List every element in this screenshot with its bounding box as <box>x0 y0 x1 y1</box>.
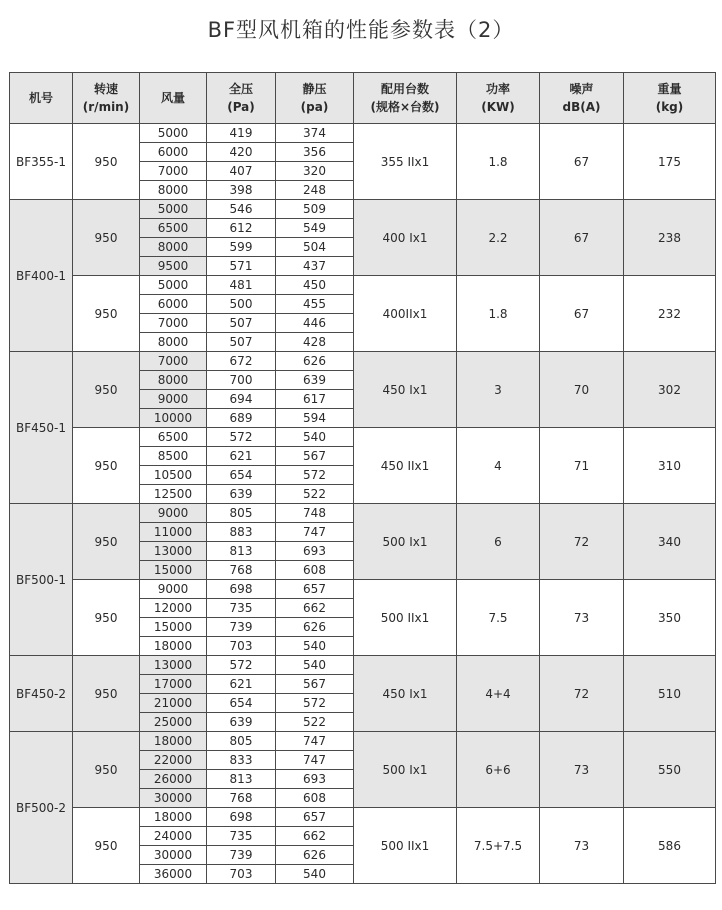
header-label: 转速 <box>93 82 118 96</box>
static-pressure-cell: 747 <box>276 523 354 542</box>
airflow-cell: 15000 <box>140 618 207 637</box>
airflow-cell: 10500 <box>140 466 207 485</box>
static-pressure-cell: 446 <box>276 314 354 333</box>
total-pressure-cell: 419 <box>207 124 276 143</box>
model-cell: BF400-1 <box>10 200 73 352</box>
static-pressure-cell: 657 <box>276 808 354 827</box>
airflow-cell: 18000 <box>140 637 207 656</box>
static-pressure-cell: 522 <box>276 485 354 504</box>
airflow-cell: 25000 <box>140 713 207 732</box>
total-pressure-cell: 672 <box>207 352 276 371</box>
weight-cell: 510 <box>624 656 716 732</box>
config-cell: 400 Ix1 <box>354 200 457 276</box>
airflow-cell: 15000 <box>140 561 207 580</box>
static-pressure-cell: 522 <box>276 713 354 732</box>
noise-cell: 67 <box>540 200 624 276</box>
total-pressure-cell: 694 <box>207 390 276 409</box>
total-pressure-cell: 735 <box>207 827 276 846</box>
static-pressure-cell: 748 <box>276 504 354 523</box>
total-pressure-cell: 621 <box>207 675 276 694</box>
static-pressure-cell: 504 <box>276 238 354 257</box>
noise-cell: 73 <box>540 732 624 808</box>
airflow-cell: 12000 <box>140 599 207 618</box>
total-pressure-cell: 481 <box>207 276 276 295</box>
table-row <box>10 352 716 371</box>
header-label: 配用台数 <box>380 82 429 96</box>
total-pressure-cell: 500 <box>207 295 276 314</box>
header-unit: (pa) <box>300 100 329 114</box>
airflow-cell: 11000 <box>140 523 207 542</box>
header-label: 风量 <box>160 91 185 105</box>
airflow-cell: 8000 <box>140 181 207 200</box>
total-pressure-cell: 654 <box>207 694 276 713</box>
total-pressure-cell: 768 <box>207 561 276 580</box>
static-pressure-cell: 540 <box>276 428 354 447</box>
total-pressure-cell: 735 <box>207 599 276 618</box>
airflow-cell: 6000 <box>140 143 207 162</box>
header-row <box>10 73 716 124</box>
header-label: 全压 <box>228 82 253 96</box>
total-pressure-cell: 621 <box>207 447 276 466</box>
static-pressure-cell: 626 <box>276 352 354 371</box>
speed-cell: 950 <box>73 428 140 504</box>
table-row <box>10 428 716 447</box>
total-pressure-cell: 833 <box>207 751 276 770</box>
header-label: 噪声 <box>569 82 594 96</box>
power-cell: 3 <box>457 352 540 428</box>
static-pressure-cell: 540 <box>276 656 354 675</box>
power-cell: 6+6 <box>457 732 540 808</box>
static-pressure-cell: 540 <box>276 637 354 656</box>
airflow-cell: 7000 <box>140 314 207 333</box>
total-pressure-cell: 739 <box>207 618 276 637</box>
static-pressure-cell: 356 <box>276 143 354 162</box>
static-pressure-cell: 608 <box>276 561 354 580</box>
power-cell: 1.8 <box>457 276 540 352</box>
table-row <box>10 732 716 751</box>
header-weight <box>624 73 716 124</box>
static-pressure-cell: 626 <box>276 618 354 637</box>
header-model <box>10 73 73 124</box>
speed-cell: 950 <box>73 504 140 580</box>
config-cell: 400IIx1 <box>354 276 457 352</box>
model-cell: BF450-1 <box>10 352 73 504</box>
static-pressure-cell: 450 <box>276 276 354 295</box>
total-pressure-cell: 703 <box>207 637 276 656</box>
header-unit: (kg) <box>655 100 684 114</box>
airflow-cell: 21000 <box>140 694 207 713</box>
total-pressure-cell: 507 <box>207 314 276 333</box>
total-pressure-cell: 813 <box>207 770 276 789</box>
airflow-cell: 36000 <box>140 865 207 884</box>
total-pressure-cell: 698 <box>207 580 276 599</box>
total-pressure-cell: 654 <box>207 466 276 485</box>
airflow-cell: 8000 <box>140 238 207 257</box>
airflow-cell: 18000 <box>140 808 207 827</box>
speed-cell: 950 <box>73 732 140 808</box>
static-pressure-cell: 540 <box>276 865 354 884</box>
model-cell: BF500-2 <box>10 732 73 884</box>
airflow-cell: 8000 <box>140 333 207 352</box>
noise-cell: 72 <box>540 504 624 580</box>
header-label: 静压 <box>302 82 327 96</box>
static-pressure-cell: 747 <box>276 751 354 770</box>
total-pressure-cell: 571 <box>207 257 276 276</box>
speed-cell: 950 <box>73 276 140 352</box>
airflow-cell: 9500 <box>140 257 207 276</box>
weight-cell: 302 <box>624 352 716 428</box>
airflow-cell: 8000 <box>140 371 207 390</box>
total-pressure-cell: 813 <box>207 542 276 561</box>
noise-cell: 71 <box>540 428 624 504</box>
header-config <box>354 73 457 124</box>
table-row <box>10 808 716 827</box>
total-pressure-cell: 398 <box>207 181 276 200</box>
airflow-cell: 17000 <box>140 675 207 694</box>
header-static-pressure <box>276 73 354 124</box>
performance-table <box>9 72 716 884</box>
power-cell: 7.5 <box>457 580 540 656</box>
power-cell: 7.5+7.5 <box>457 808 540 884</box>
weight-cell: 232 <box>624 276 716 352</box>
airflow-cell: 7000 <box>140 352 207 371</box>
airflow-cell: 13000 <box>140 542 207 561</box>
noise-cell: 70 <box>540 352 624 428</box>
total-pressure-cell: 599 <box>207 238 276 257</box>
static-pressure-cell: 747 <box>276 732 354 751</box>
total-pressure-cell: 572 <box>207 428 276 447</box>
total-pressure-cell: 639 <box>207 485 276 504</box>
noise-cell: 73 <box>540 808 624 884</box>
static-pressure-cell: 657 <box>276 580 354 599</box>
airflow-cell: 22000 <box>140 751 207 770</box>
noise-cell: 67 <box>540 276 624 352</box>
config-cell: 500 Ix1 <box>354 504 457 580</box>
model-cell: BF355-1 <box>10 124 73 200</box>
config-cell: 500 IIx1 <box>354 808 457 884</box>
header-unit: (Pa) <box>227 100 255 114</box>
total-pressure-cell: 572 <box>207 656 276 675</box>
static-pressure-cell: 567 <box>276 675 354 694</box>
header-airflow <box>140 73 207 124</box>
power-cell: 4+4 <box>457 656 540 732</box>
total-pressure-cell: 700 <box>207 371 276 390</box>
static-pressure-cell: 626 <box>276 846 354 865</box>
config-cell: 450 Ix1 <box>354 656 457 732</box>
header-label: 机号 <box>28 91 53 105</box>
table-row <box>10 200 716 219</box>
airflow-cell: 9000 <box>140 390 207 409</box>
header-unit: (r/min) <box>82 100 130 114</box>
static-pressure-cell: 320 <box>276 162 354 181</box>
total-pressure-cell: 689 <box>207 409 276 428</box>
power-cell: 4 <box>457 428 540 504</box>
total-pressure-cell: 883 <box>207 523 276 542</box>
static-pressure-cell: 374 <box>276 124 354 143</box>
speed-cell: 950 <box>73 124 140 200</box>
total-pressure-cell: 698 <box>207 808 276 827</box>
total-pressure-cell: 612 <box>207 219 276 238</box>
static-pressure-cell: 617 <box>276 390 354 409</box>
header-noise <box>540 73 624 124</box>
airflow-cell: 18000 <box>140 732 207 751</box>
static-pressure-cell: 693 <box>276 770 354 789</box>
header-label: 重量 <box>657 82 682 96</box>
speed-cell: 950 <box>73 580 140 656</box>
noise-cell: 73 <box>540 580 624 656</box>
total-pressure-cell: 639 <box>207 713 276 732</box>
table-row <box>10 276 716 295</box>
table-row <box>10 580 716 599</box>
airflow-cell: 30000 <box>140 846 207 865</box>
airflow-cell: 30000 <box>140 789 207 808</box>
weight-cell: 586 <box>624 808 716 884</box>
table-row <box>10 656 716 675</box>
static-pressure-cell: 572 <box>276 694 354 713</box>
static-pressure-cell: 639 <box>276 371 354 390</box>
airflow-cell: 5000 <box>140 276 207 295</box>
static-pressure-cell: 662 <box>276 599 354 618</box>
weight-cell: 310 <box>624 428 716 504</box>
total-pressure-cell: 703 <box>207 865 276 884</box>
table-row <box>10 124 716 143</box>
airflow-cell: 26000 <box>140 770 207 789</box>
static-pressure-cell: 594 <box>276 409 354 428</box>
weight-cell: 550 <box>624 732 716 808</box>
config-cell: 450 Ix1 <box>354 352 457 428</box>
header-unit: (规格×台数) <box>370 100 440 114</box>
weight-cell: 175 <box>624 124 716 200</box>
speed-cell: 950 <box>73 200 140 276</box>
noise-cell: 72 <box>540 656 624 732</box>
header-total-pressure <box>207 73 276 124</box>
speed-cell: 950 <box>73 808 140 884</box>
config-cell: 355 IIx1 <box>354 124 457 200</box>
airflow-cell: 9000 <box>140 580 207 599</box>
weight-cell: 340 <box>624 504 716 580</box>
static-pressure-cell: 455 <box>276 295 354 314</box>
static-pressure-cell: 693 <box>276 542 354 561</box>
airflow-cell: 5000 <box>140 124 207 143</box>
airflow-cell: 12500 <box>140 485 207 504</box>
static-pressure-cell: 567 <box>276 447 354 466</box>
noise-cell: 67 <box>540 124 624 200</box>
table-row <box>10 504 716 523</box>
config-cell: 450 IIx1 <box>354 428 457 504</box>
header-unit: (KW) <box>481 100 515 114</box>
airflow-cell: 13000 <box>140 656 207 675</box>
power-cell: 2.2 <box>457 200 540 276</box>
airflow-cell: 8500 <box>140 447 207 466</box>
static-pressure-cell: 572 <box>276 466 354 485</box>
airflow-cell: 6000 <box>140 295 207 314</box>
model-cell: BF500-1 <box>10 504 73 656</box>
weight-cell: 238 <box>624 200 716 276</box>
airflow-cell: 9000 <box>140 504 207 523</box>
static-pressure-cell: 248 <box>276 181 354 200</box>
total-pressure-cell: 739 <box>207 846 276 865</box>
power-cell: 1.8 <box>457 124 540 200</box>
page-title: BF型风机箱的性能参数表（2） <box>207 18 515 42</box>
total-pressure-cell: 507 <box>207 333 276 352</box>
total-pressure-cell: 805 <box>207 732 276 751</box>
static-pressure-cell: 509 <box>276 200 354 219</box>
weight-cell: 350 <box>624 580 716 656</box>
header-unit: dB(A) <box>562 100 601 114</box>
airflow-cell: 6500 <box>140 219 207 238</box>
airflow-cell: 24000 <box>140 827 207 846</box>
header-power <box>457 73 540 124</box>
total-pressure-cell: 768 <box>207 789 276 808</box>
total-pressure-cell: 546 <box>207 200 276 219</box>
airflow-cell: 10000 <box>140 409 207 428</box>
power-cell: 6 <box>457 504 540 580</box>
speed-cell: 950 <box>73 656 140 732</box>
static-pressure-cell: 662 <box>276 827 354 846</box>
airflow-cell: 7000 <box>140 162 207 181</box>
total-pressure-cell: 805 <box>207 504 276 523</box>
airflow-cell: 6500 <box>140 428 207 447</box>
total-pressure-cell: 420 <box>207 143 276 162</box>
header-label: 功率 <box>485 82 510 96</box>
total-pressure-cell: 407 <box>207 162 276 181</box>
static-pressure-cell: 608 <box>276 789 354 808</box>
airflow-cell: 5000 <box>140 200 207 219</box>
speed-cell: 950 <box>73 352 140 428</box>
model-cell: BF450-2 <box>10 656 73 732</box>
static-pressure-cell: 437 <box>276 257 354 276</box>
static-pressure-cell: 549 <box>276 219 354 238</box>
header-speed <box>73 73 140 124</box>
config-cell: 500 Ix1 <box>354 732 457 808</box>
static-pressure-cell: 428 <box>276 333 354 352</box>
config-cell: 500 IIx1 <box>354 580 457 656</box>
